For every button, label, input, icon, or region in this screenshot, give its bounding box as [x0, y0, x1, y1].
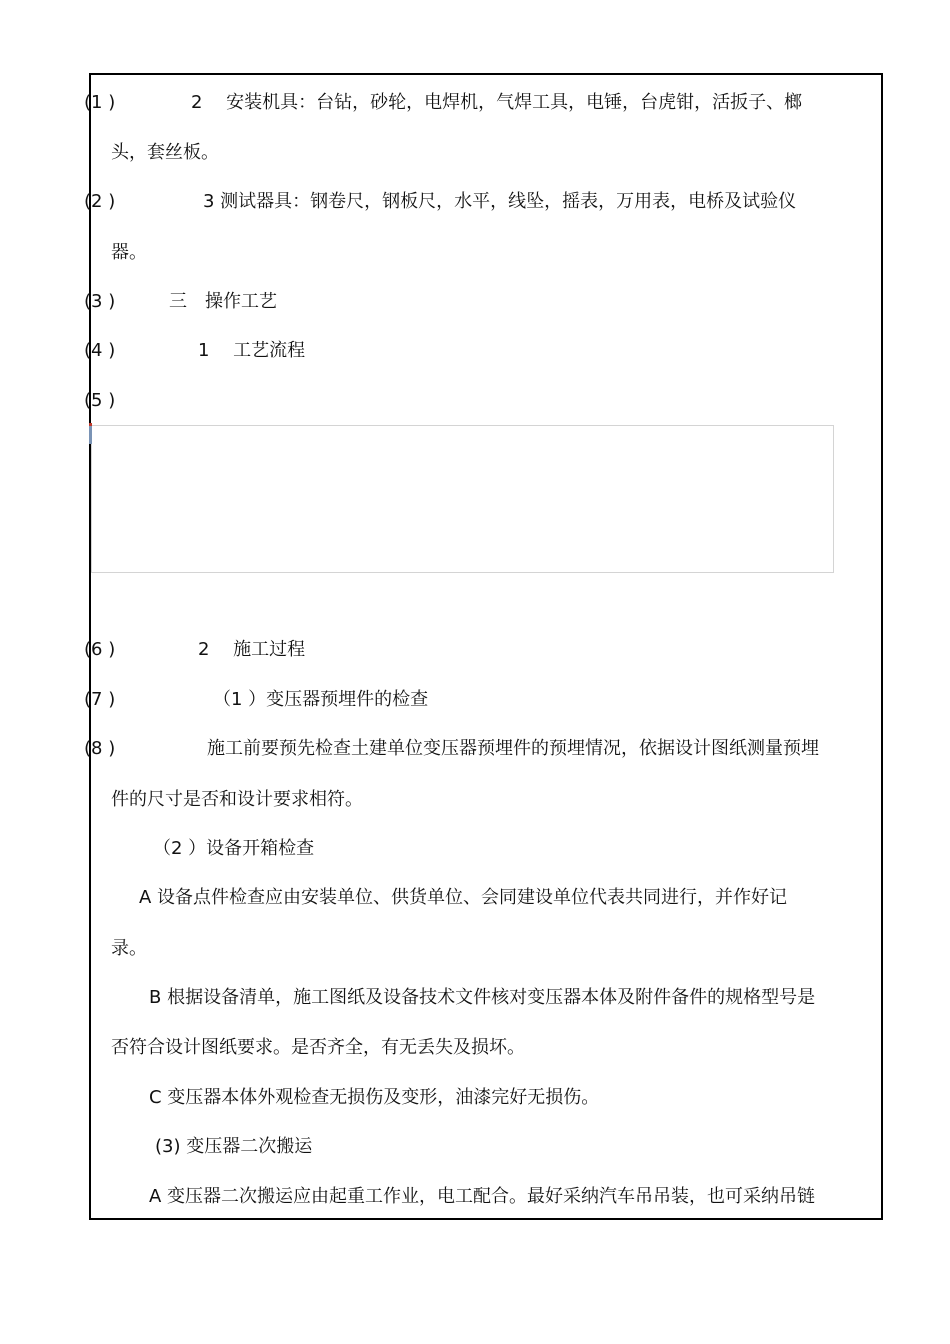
- item-number: (6 ): [84, 639, 116, 660]
- image-anchor-dot: [89, 423, 92, 426]
- paragraph-text: A 变压器二次搬运应由起重工作业，电工配合。最好采纳汽车吊吊装，也可采纳吊链: [149, 1186, 816, 1207]
- subsection-heading: 2 施工过程: [198, 639, 306, 660]
- item-text-continuation: 件的尺寸是否和设计要求相符。: [111, 789, 363, 810]
- paragraph-text: A 设备点件检查应由安装单位、供货单位、会同建设单位代表共同进行，并作好记: [139, 887, 788, 908]
- item-number: (4 ): [84, 340, 116, 361]
- process-flow-figure: [91, 425, 834, 573]
- item-text: 3 测试器具：钢卷尺，钢板尺，水平，线坠，摇表，万用表，电桥及试验仪: [203, 191, 797, 212]
- item-number: (8 ): [84, 738, 116, 759]
- paragraph-heading: (3) 变压器二次搬运: [155, 1136, 313, 1157]
- item-number: (1 ): [84, 92, 116, 113]
- item-text: 施工前要预先检查土建单位变压器预埋件的预埋情况，依据设计图纸测量预埋: [207, 738, 819, 759]
- paragraph-text: C 变压器本体外观检查无损伤及变形，油漆完好无损伤。: [149, 1087, 600, 1108]
- section-heading: 三 操作工艺: [169, 291, 277, 312]
- paragraph-text-continuation: 录。: [111, 938, 147, 959]
- item-text: 2 安装机具：台钻，砂轮，电焊机，气焊工具，电锤，台虎钳，活扳子、榔: [191, 92, 803, 113]
- item-text-continuation: 器。: [111, 242, 147, 263]
- item-number: (5 ): [84, 390, 116, 411]
- item-text-continuation: 头，套丝板。: [111, 142, 219, 163]
- paragraph-text: B 根据设备清单，施工图纸及设备技术文件核对变压器本体及附件备件的规格型号是: [149, 987, 816, 1008]
- item-number: (7 ): [84, 689, 116, 710]
- image-anchor-marker: [89, 425, 92, 444]
- paragraph-heading: （2 ）设备开箱检查: [153, 838, 315, 859]
- subsection-heading: 1 工艺流程: [198, 340, 306, 361]
- item-text: （1 ）变压器预埋件的检查: [213, 689, 429, 710]
- item-number: (3 ): [84, 291, 116, 312]
- item-number: (2 ): [84, 191, 116, 212]
- paragraph-text-continuation: 否符合设计图纸要求。是否齐全，有无丢失及损坏。: [111, 1037, 525, 1058]
